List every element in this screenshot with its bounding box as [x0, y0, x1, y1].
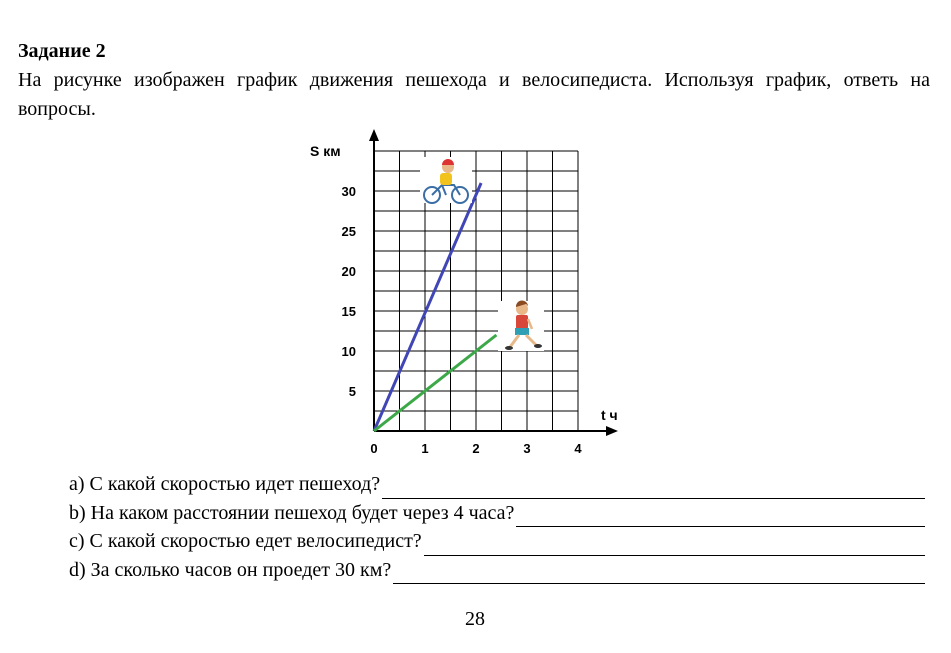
- page-number: 28: [465, 608, 485, 630]
- question-d-text: d) За сколько часов он проедет 30 км?: [69, 558, 392, 581]
- question-a: [69, 470, 925, 499]
- y-axis-label: S км: [310, 143, 341, 159]
- chart-axes: [369, 129, 618, 436]
- task-title: Задание 2: [18, 40, 106, 62]
- x-tick-label: 2: [472, 441, 480, 456]
- pedestrian-line: [374, 335, 496, 431]
- y-tick-label: 15: [341, 304, 356, 319]
- x-tick-label: 1: [421, 441, 429, 456]
- y-tick-label: 5: [348, 384, 356, 399]
- motion-chart: [300, 125, 640, 460]
- y-tick-label: 25: [341, 224, 356, 239]
- y-tick-label: 10: [341, 344, 356, 359]
- series-lines: [374, 183, 496, 431]
- task-text: На рисунке изображен график движения пешехода и велосипедиста. Используя график, ответь на вопросы.: [18, 69, 930, 120]
- x-tick-label: 0: [370, 441, 378, 456]
- answer-line-d[interactable]: [393, 565, 925, 584]
- question-a-text: a) С какой скоростью идет пешеход?: [69, 473, 381, 495]
- x-tick-label: 4: [574, 441, 582, 456]
- questions-list: [69, 470, 925, 584]
- question-b: [69, 499, 925, 528]
- y-tick-label: 20: [341, 264, 356, 279]
- question-b-text: b) На каком расстоянии пешеход будет через 4 часа?: [69, 501, 515, 524]
- question-c: [69, 527, 925, 556]
- cyclist-icon: [420, 157, 472, 203]
- x-axis-label: t ч: [601, 407, 618, 423]
- question-c-text: c) С какой скоростью едет велосипедист?: [69, 530, 422, 552]
- answer-line-c[interactable]: [424, 537, 925, 556]
- answer-line-a[interactable]: [382, 480, 925, 499]
- question-d: [69, 556, 925, 585]
- cyclist-line: [374, 183, 481, 431]
- answer-line-b[interactable]: [516, 508, 925, 527]
- x-tick-label: 3: [523, 441, 531, 456]
- pedestrian-icon: [498, 300, 544, 351]
- y-tick-label: 30: [341, 184, 356, 199]
